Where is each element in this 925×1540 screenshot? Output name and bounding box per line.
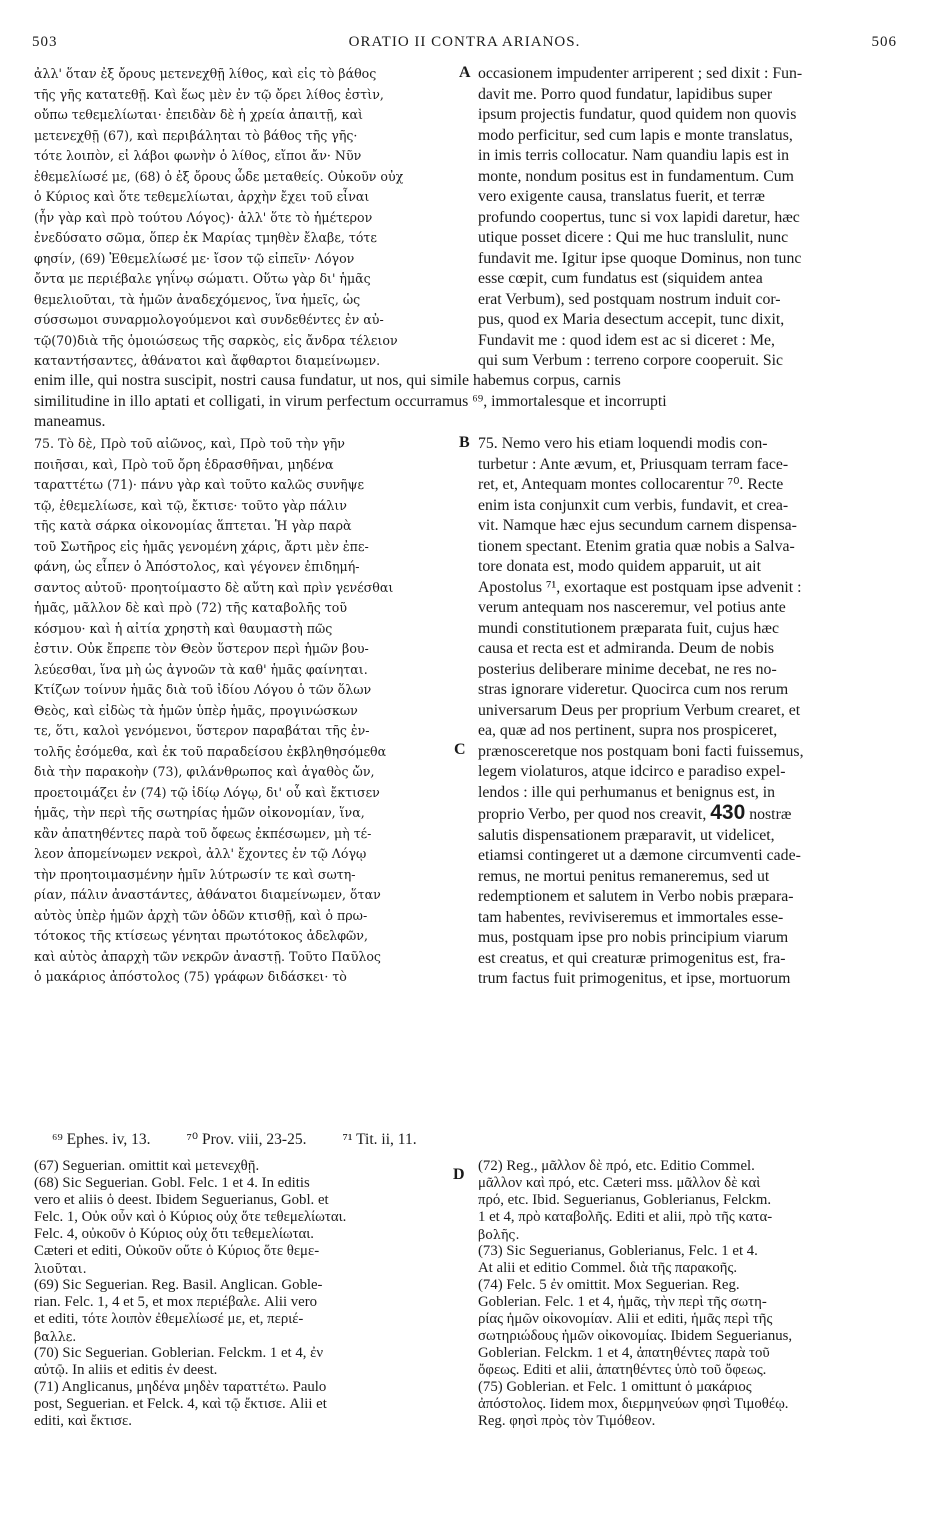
critical-note-line: ρίας ἡμῶν οἰκονομίαν. Alii et editi, ἡμᾶς περὶ τῆς [478,1311,773,1327]
greek-text-line: ταραττέτω (71)· πάνυ γὰρ καὶ τοῦτο καλῶς συνῆψε [34,477,365,492]
greek-text-line: ὄντα με περιέβαλε γηΐνῳ σώματι. Οὕτω γὰρ δι' ἡμᾶς [34,271,371,286]
greek-text-line: ἐστιν. Οὐκ ἔπρεπε τὸν Θεὸν ὕστερον περὶ ἡμῶν βου- [34,641,369,656]
greek-text-line: τότοκος τῆς κτίσεως γένηται πρωτότοκος ἀδελφῶν, [34,928,368,943]
latin-text-line: tionem spectant. Etenim gratia quæ nobis a Salva- [478,537,795,555]
latin-text-line: monte, nondum positus est in fundamentum. Cum [478,167,794,185]
critical-note-line: ὄφεως. Editi et alii, ἀπατηθέντες ὑπὸ τοῦ ὄφεως. [478,1362,767,1378]
critical-note-line: λιοῦται. [34,1261,87,1276]
latin-line-tail: nostræ [745,806,792,823]
greek-text-line: προετοιμάζει ἐν (74) τῷ ἰδίῳ Λόγῳ, δι' οὗ καὶ ἔκτισεν [34,784,380,800]
greek-text-line: καὶ αὐτὸς ἀπαρχὴ τῶν νεκρῶν ἀναστῇ. Τοῦτο Παῦλος [34,948,381,964]
latin-text-line: ipsum projectis fundatur, quod quidem non quovis [478,106,797,123]
critical-note-line: Goblerian. Felckm. 1 et 4, ἀπατηθέντες παρὰ τοῦ [478,1345,770,1361]
critical-note-line: Goblerian. Felc. 1 et 4, ἡμᾶς, τὴν περὶ τῆς σωτη- [478,1294,767,1310]
latin-text-line: causa et recta est et admiranda. Deum de nobis [478,640,775,657]
scripture-reference: ⁶⁹ Ephes. iv, 13. [52,1131,151,1148]
latin-text-line: prænosceretque nos postquam boni facti fuissemus, [478,742,804,760]
latin-text-line: turbetur : Ante ævum, et, Priusquam terram face- [478,455,789,473]
latin-text-line: Apostolus ⁷¹, exortaque est postquam ipse advenit : [478,578,802,596]
latin-text-line: occasionem impudenter arriperent ; sed dixit : Fun- [478,65,803,82]
greek-text-line: τοῦ Σωτῆρος εἰς ἡμᾶς γενομένη χάρις, ἄρτι μὲν ἐπε- [34,538,369,554]
greek-text-line: τότε λοιπὸν, εἰ λάβοι φωνὴν ὁ λίθος, εἴποι ἄν· Νῦν [34,148,362,163]
greek-text-line: σύσσωμοι συναρμολογούμενοι καὶ συνδεθέντες ἐν αὐ- [34,312,384,327]
latin-text-line: enim ille, qui nostra suscipit, nostri causa fundatur, ut nos, qui simile habemus corpus, carnis [34,372,621,389]
latin-text-line: lendos : ille qui perhumanus et benignus est, in [478,783,776,801]
latin-text-line: modo perficitur, sed cum lapis e monte translatus, [478,126,793,144]
greek-text-line: οὔπω τεθεμελίωται· ἐπειδὰν δὲ ἡ χρεία ἀπαιτῇ, καὶ [34,107,363,122]
latin-text-line: tore donata est, modo quidem apparuit, ut ait [478,558,761,575]
critical-note-line: Reg. φησὶ πρὸς τὸν Τιμόθεον. [478,1413,656,1429]
running-header [32,34,897,58]
notes-left-column [34,1158,448,1430]
latin-text-line: trum factus fuit primogenitus, et ipse, mortuorum [478,970,791,987]
latin-text-line: ret, et, Antequam montes collocarentur ⁷⁰. Recte [478,476,784,493]
latin-text-line: mundi constitutionem præparata fuit, cujus hæc [478,619,779,637]
greek-text-line: τε, ὅτι, καλοὶ γενόμενοι, ὕστερον παραβάται τῆς ἐν- [34,723,370,738]
latin-column-top [478,64,892,372]
critical-note-line: αὐτῷ. In aliis et editis ἐν deest. [34,1362,218,1378]
greek-text-line: κἂν ἀπατηθέντες παρὰ τοῦ ὄφεως ἐκπέσωμεν, μὴ τέ- [34,825,372,841]
latin-text-line: proprio Verbo, per quod nos creavit, 430 nostræ [478,803,792,824]
latin-text-line: pus, quod ex Maria desectum accepit, tunc dixit, [478,311,785,328]
latin-text-line: Fundavit me : quod idem est ac si diceret : Me, [478,331,776,349]
critical-note-line: σωτηριώδους ἡμῶν οἰκονομίας. Ibidem Seguerianus, [478,1328,793,1344]
greek-text-line: τολῆς ἐσόμεθα, καὶ ἐκ τοῦ παραδείσου ἐκβληθησόμεθα [34,743,387,759]
latin-text-line: erat Verbum), sed postquam nostrum induit cor- [478,290,781,308]
greek-text-line: τῷ, ἐθεμελίωσε, καὶ τῷ, ἔκτισε· τοῦτο γὰρ πάλιν [34,497,347,513]
greek-text-line: θεμελιοῦται, τὰ ἡμῶν ἀναδεχόμενος, ἵνα ἡμεῖς, ὡς [34,291,361,307]
critical-note-line: post, Seguerian. et Felck. 4, καὶ τῷ ἔκτισε. Alii et [34,1396,327,1412]
greek-text-line: τῆς γῆς κατατεθῇ. Καὶ ἕως μὲν ἐν τῷ ὄρει λίθος ἐστὶν, [34,86,384,102]
latin-full-width-paragraph [34,371,894,433]
latin-text-line: est creatus, et qui creaturæ primogenitus est, fra- [478,949,786,967]
critical-note-line: ἀπόστολος. Iidem mox, διερμηνεύων φησὶ Τιμοθέῳ. [478,1396,789,1412]
latin-column-mid [478,434,892,990]
critical-note-line: πρό, etc. Ibid. Seguerianus, Goblerianus, Felckm. [478,1192,772,1208]
critical-note-line: vero et aliis ὁ deest. Ibidem Seguerianus, Gobl. et [34,1192,329,1208]
latin-text-line: stras ignorare videretur. Quocirca cum nos rerum [478,681,789,698]
greek-column-mid [34,434,458,988]
scripture-reference: ⁷¹ Tit. ii, 11. [342,1131,417,1148]
greek-text-line: τῆς κατὰ σάρκα οἰκονομίας ἅπτεται. Ἡ γὰρ παρὰ [34,518,352,533]
critical-note-line: (71) Anglicanus, μηδένα μηδὲν ταραττέτω. Paulo [34,1379,327,1395]
critical-note-line: (69) Sic Seguerian. Reg. Basil. Anglican. Goble- [34,1277,323,1293]
latin-text-line: in imis terris collocatur. Nam quandiu lapis est in [478,147,790,164]
greek-text-line: ρίαν, πάλιν ἀναστάντες, ἀθάνατοι διαμείνωμεν, ὅταν [34,887,381,902]
latin-text-line: vit. Namque hæc ejus secundum carnem dispensa- [478,517,797,534]
section-letter-d: D [453,1166,465,1183]
latin-text-line: ea, quæ ad nos pertinent, supra nos prospiceret, [478,722,778,739]
greek-text-line: αὐτὸς ὑπὲρ ἡμῶν ἀρχὴ τῶν ὁδῶν κτισθῇ, καὶ ὁ πρω- [34,907,368,923]
critical-note-line: βολῆς. [478,1227,520,1242]
page-number-left: 503 [32,34,58,50]
latin-text-line: enim ista conjunxit cum verbis, fundavit, et crea- [478,496,789,514]
greek-text-line: 75. Τὸ δὲ, Πρὸ τοῦ αἰῶνος, καὶ, Πρὸ τοῦ τὴν γῆν [34,436,345,451]
latin-text-line: verum antequam nos nasceremur, vel potius ante [478,599,786,616]
latin-text-line: mus, postquam ipse pro nobis principium viarum [478,929,789,946]
critical-note-line: (70) Sic Seguerian. Goblerian. Felckm. 1 et 4, ἐν [34,1345,324,1361]
critical-note-line: (73) Sic Seguerianus, Goblerianus, Felc. 1 et 4. [478,1243,758,1259]
critical-note-line: (68) Sic Seguerian. Gobl. Felc. 1 et 4. In editis [34,1175,310,1191]
critical-note-line: et editi, τότε λοιπὸν ἐθεμελίωσέ με, et, περιέ- [34,1311,304,1327]
latin-text-line: salutis dispensationem præparavit, ut videlicet, [478,826,775,844]
latin-text-line: legem violaturos, atque idcirco e paradiso expel- [478,763,786,780]
section-letter-a: A [459,64,471,81]
greek-text-line: μετενεχθῇ (67), καὶ περιβάληται τὸ βάθος τῆς γῆς· [34,127,358,143]
greek-text-line: ποιῆσαι, καὶ, Πρὸ τοῦ ὄρη ἑδρασθῆναι, μηδένα [34,456,334,472]
latin-text-line: fundavit me. Igitur ipse quoque Dominus, non tunc [478,249,802,267]
notes-right-column [478,1158,892,1430]
latin-text-line: davit me. Porro quod fundatur, lapidibus super [478,85,773,103]
greek-text-line: κόσμου· καὶ ἡ αἰτία χρηστὴ καὶ θαυμαστὴ πῶς [34,620,333,636]
latin-text-line: redemptionem et salutem in Verbo nobis præpara- [478,888,794,905]
scripture-references [52,1130,892,1149]
latin-text-line: similitudine in illo aptati et colligati, in virum perfectum occurramus ⁶⁹, immortalesque et incorrupti [34,392,667,410]
greek-text-line: λεύεσθαι, ἵνα μὴ ὡς ἀγνοῶν τὰ καθ' ἡμᾶς φαίνηται. [34,661,368,677]
greek-text-line: ὁ μακάριος ἀπόστολος (75) γράφων διδάσκει· τὸ [34,969,347,984]
critical-note-line: βαλλε. [34,1329,77,1344]
latin-text-line: profundo coopertus, tunc si vox lapidi daretur, hæc [478,208,800,226]
greek-column-top [34,64,458,372]
greek-text-line: Θεὸς, καὶ εἰδὼς τὰ ἡμῶν ὑπὲρ ἡμᾶς, προγινώσκων [34,702,358,718]
greek-text-line: Κτίζων τοίνυν ἡμᾶς διὰ τοῦ ἰδίου Λόγου ὁ τῶν ὅλων [34,682,372,697]
latin-text-line: maneamus. [34,413,106,430]
critical-note-line: Felc. 4, οὐκοῦν ὁ Κύριος οὐχ ὅτι τεθεμελίωται. [34,1226,314,1242]
critical-note-line: 1 et 4, πρὸ καταβολῆς. Editi et alii, πρὸ τῆς κατα- [478,1209,773,1225]
critical-note-line: editi, καὶ ἔκτισε. [34,1413,132,1429]
marginal-column-number: 430 [710,803,746,824]
greek-text-line: διὰ τὴν παρακοὴν (73), φιλάνθρωπος καὶ ἀγαθὸς ὤν, [34,764,375,779]
latin-text-line: etiamsi contingeret ut a dæmone circumventi cade- [478,847,801,864]
greek-text-line: ὁ Κύριος καὶ ὅτε τεθεμελίωται, ἀρχὴν ἔχει τοῦ εἶναι [34,189,370,204]
critical-note-line: rian. Felc. 1, 4 et 5, et mox περιέβαλε. Alii vero [34,1294,318,1310]
latin-text-line: qui sum Verbum : terreno corpore cooperuit. Sic [478,352,784,369]
greek-text-line: ἐθεμελίωσέ με, (68) ὁ ἐξ ὄρους ὧδε μεταθείς. Οὐκοῦν οὐχ [34,168,404,184]
critical-note-line: (72) Reg., μᾶλλον δὲ πρό, etc. Editio Commel. [478,1158,755,1174]
greek-text-line: ἡμᾶς, μᾶλλον δὲ καὶ πρὸ (72) τῆς καταβολῆς τοῦ [34,600,348,615]
greek-text-line: ἀλλ' ὅταν ἐξ ὄρους μετενεχθῇ λίθος, καὶ εἰς τὸ βάθος [34,66,377,81]
greek-text-line: φάνη, ὡς εἶπεν ὁ Ἀπόστολος, καὶ γέγονεν ἐπιδημή- [34,559,360,574]
greek-text-line: (ἦν γὰρ καὶ πρὸ τούτου Λόγος)· ἀλλ' ὅτε τὸ ἡμέτερον [34,209,373,225]
latin-text-line: 75. Nemo vero his etiam loquendi modis con- [478,435,768,452]
critical-note-line: Felc. 1, Οὐκ οὖν καὶ ὁ Κύριος οὐχ ὅτε τεθεμελίωται. [34,1209,347,1225]
latin-text-line: remus, ne mortui penitus remaneremus, sed ut [478,867,770,885]
scripture-reference: ⁷⁰ Prov. viii, 23-25. [186,1131,307,1148]
latin-text-line: vero exigente causa, translatus fuerit, et terræ [478,188,765,205]
running-title: ORATIO II CONTRA ARIANOS. [348,34,581,50]
greek-text-line: φησίν, (69) Ἐθεμελίωσέ με· ἴσον τῷ εἰπεῖν· Λόγον [34,250,355,266]
latin-text-line: universarum Deus per proprium Verbum crearet, et [478,701,801,719]
greek-text-line: τῷ(70)διὰ τῆς ὁμοιώσεως τῆς σαρκὸς, εἰς ἄνδρα τέλειον [34,332,398,348]
latin-text-line: posterius deliberare minime decebat, ne res no- [478,660,777,678]
critical-note-line: At alii et editio Commel. διὰ τῆς παρακοῆς. [478,1260,738,1276]
latin-text-line: esse cœpit, cum fundatus est (siquidem antea [478,270,763,287]
critical-note-line: Cæteri et editi, Οὐκοῦν οὔτε ὁ Κύριος ὅτε θεμε- [34,1243,320,1259]
greek-text-line: σαντος αὐτοῦ· προητοίμαστο δὲ αὕτη καὶ πρὶν γενέσθαι [34,579,394,595]
critical-note-line: μᾶλλον καὶ πρό, etc. Cæteri mss. μᾶλλον δὲ καὶ [478,1175,761,1191]
greek-text-line: ἐνεδύσατο σῶμα, ὅπερ ἐκ Μαρίας τμηθὲν ἔλαβε, τότε [34,230,377,245]
greek-text-line: καταντήσαντες, ἀθάνατοι καὶ ἄφθαρτοι διαμείνωμεν. [34,353,381,368]
page-number-right: 506 [871,34,897,50]
latin-text-line: utique posset dicere : Qui me huc translulit, nunc [478,229,789,246]
greek-text-line: τὴν προητοιμασμένην ἡμῖν λύτρωσίν τε καὶ σωτη- [34,866,356,882]
section-letter-b: B [459,434,470,451]
section-letter-c: C [454,741,466,758]
greek-text-line: λεον ἀπομείνωμεν νεκροὶ, ἀλλ' ἔχοντες ἐν τῷ Λόγῳ [34,846,367,861]
greek-text-line: ἡμᾶς, τὴν περὶ τῆς σωτηρίας ἡμῶν οἰκονομίαν, ἵνα, [34,805,365,820]
critical-note-line: (74) Felc. 5 ἐν omittit. Mox Seguerian. Reg. [478,1277,740,1293]
critical-note-line: (75) Goblerian. et Felc. 1 omittunt ὁ μακάριος [478,1379,752,1395]
latin-text-line: tam habentes, reviviseremus et immortales esse- [478,908,784,926]
critical-note-line: (67) Seguerian. omittit καὶ μετενεχθῇ. [34,1158,260,1174]
